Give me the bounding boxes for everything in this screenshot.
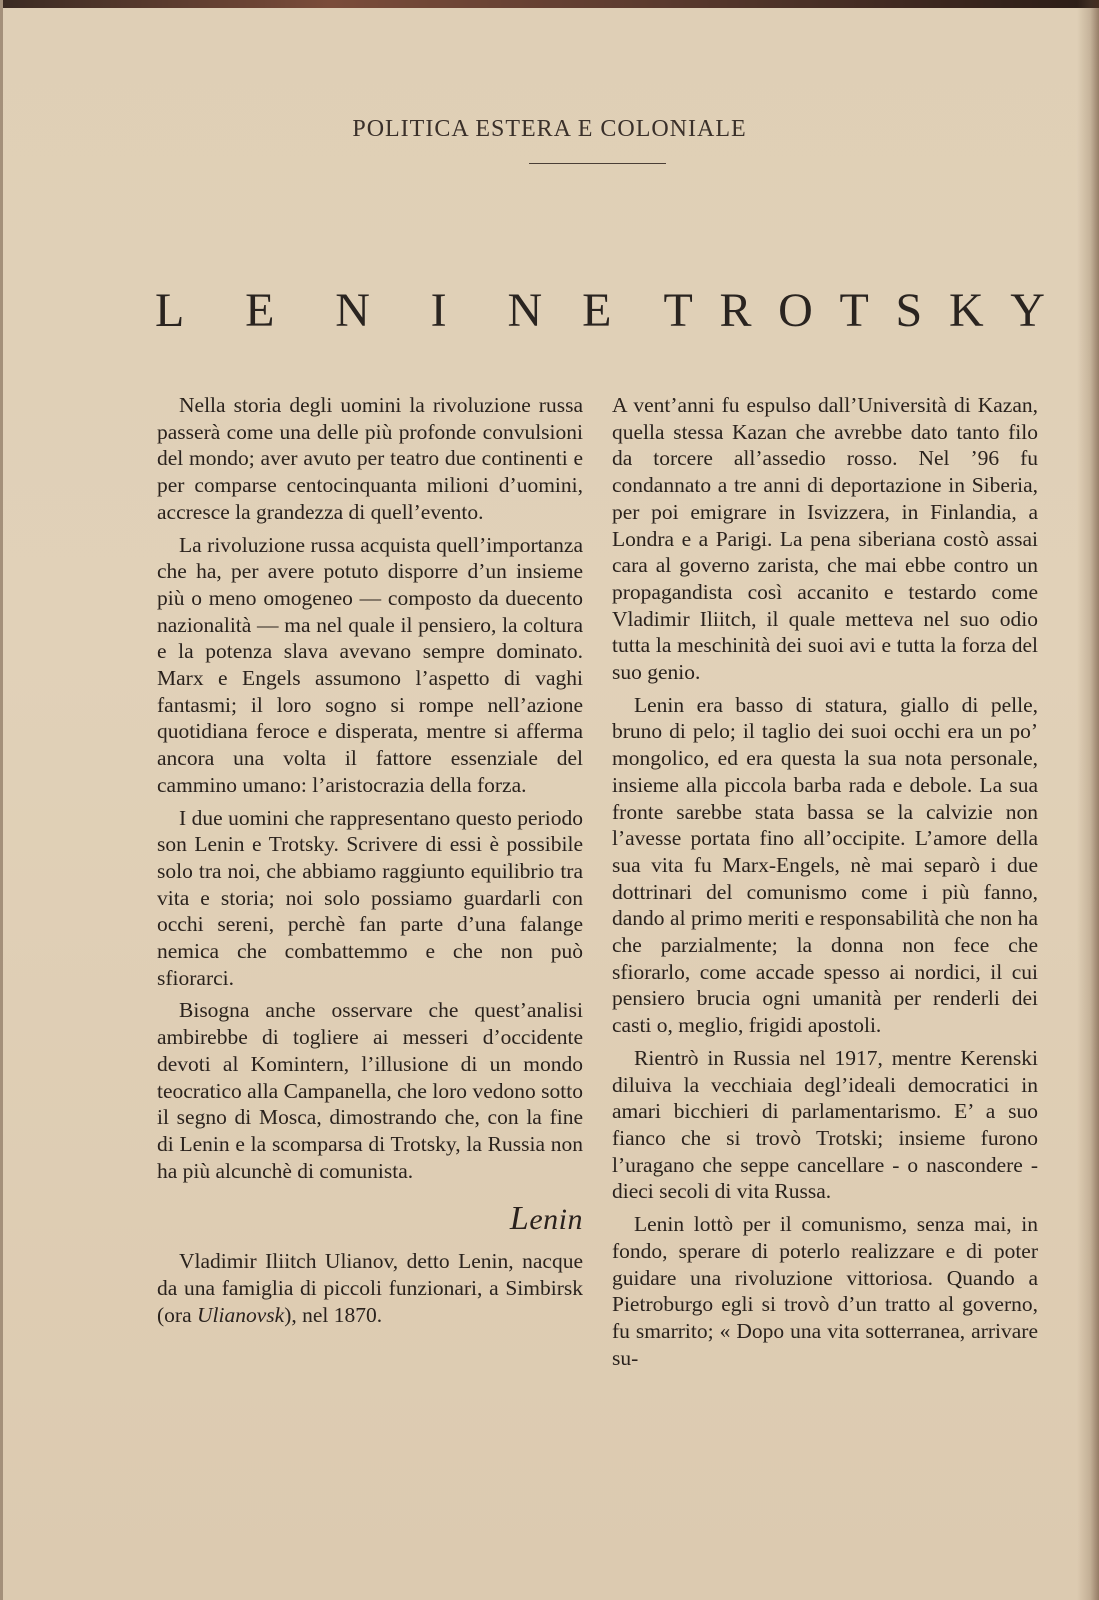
title-letter: K — [948, 283, 984, 337]
page-binding-shadow — [1077, 0, 1099, 1600]
page-left-edge — [0, 0, 3, 1600]
title-letter: N — [335, 283, 370, 337]
left-column — [157, 392, 583, 1334]
paragraph: Lenin era basso di statura, giallo di pelle, bruno di pelo; il taglio dei suoi occhi era un po’ mongolico, ed era questa la sua nota personale, insieme alla piccola barba rada e debole. La sua fronte sarebbe stata bassa se la calvizie non l’avesse portata fino all’occipite. L’amore della sua vita fu Marx-Engels, nè mai separò i due dottrinari del comunismo come i più fanno, dando al primo meriti e responsabilità che non ha che parzialmente; la donna non fece che sfiorarlo, come accade spesso ai nordici, il cui pensiero brucia ogni umanità per renderli dei casti o, meglio, frigidi apostoli. — [612, 692, 1038, 1038]
title-word-e — [582, 283, 611, 338]
title-letter: T — [663, 283, 693, 337]
title-letter: S — [895, 283, 923, 337]
page-top-edge — [0, 0, 1099, 8]
paragraph: La rivoluzione russa acquista quell’importanza che ha, per avere potuto disporre d’un insieme più o meno omogeneo — composto da duecento nazionalità — ma nel quale il pensiero, la coltura e la potenza slava avevano sempre dominato. Marx e Engels assumono l’aspetto di vaghi fantasmi; il loro sogno si rompe nell’azione quotidiana feroce e disperata, mentre si afferma ancora una volta il fattore essenziale del cammino umano: l’aristocrazia della forza. — [157, 532, 583, 797]
paragraph-text: ), nel 1870. — [284, 1302, 383, 1327]
title-letter: R — [719, 283, 752, 337]
paragraph: Lenin lottò per il comunismo, senza mai, in fondo, sperare di poterlo realizzare e di poter guidare una rivoluzione vittoriosa. Quando a Pietroburgo egli si trovò d’un tratto al governo, fu smarrito; « Dopo una vita sotterranea, arrivare su- — [612, 1212, 1038, 1370]
title-letter: I — [430, 283, 447, 337]
paragraph: Bisogna anche osservare che quest’analisi ambirebbe di togliere ai messeri d’occidente devoti al Komintern, l’illusione di un mondo teocratico alla Campanella, che loro vedono sotto il segno di Mosca, dimostrando che, con la fine di Lenin e la scomparsa di Trotsky, la Russia non ha più alcunchè di comunista. — [157, 998, 583, 1183]
paragraph: Nella storia degli uomini la rivoluzione russa passerà come una delle più profonde convulsioni del mondo; aver avuto per teatro due continenti e per comparse centocinquanta milioni d’uomini, accresce la grandezza di quell’evento. — [157, 393, 583, 524]
italic-place-name: Ulianovsk — [197, 1302, 285, 1327]
title-word-trotsky — [663, 283, 1045, 338]
section-heading-lenin — [157, 1200, 583, 1238]
title-letter: N — [507, 283, 543, 337]
section-heading-initial: L — [509, 1200, 530, 1238]
paragraph: Rientrò in Russia nel 1917, mentre Kerenski diluiva la vecchiaia degl’ideali democratici in amari bicchieri di parlamentarismo. E’ a suo fianco che si trovò Trotski; insieme furono l’uragano che seppe cancellare - o nascondere - dieci secoli di vita Russa. — [612, 1045, 1038, 1204]
running-head: POLITICA ESTERA E COLONIALE — [352, 116, 747, 142]
head-rule — [529, 163, 666, 164]
title-letter: O — [778, 283, 813, 337]
title-letter: E — [245, 283, 275, 337]
title-letter: Y — [1010, 283, 1045, 337]
section-heading-rest: enin — [529, 1203, 583, 1237]
paragraph — [157, 1248, 583, 1328]
paragraph: A vent’anni fu espulso dall’Università di Kazan, quella stessa Kazan che avrebbe dato tanto filo da torcere all’assedio rosso. Nel ’96 fu condannato a tre anni di deportazione in Siberia, per poi emigrare in Isvizzera, in Finlandia, a Londra e a Parigi. La pena siberiana costò assai cara al governo zarista, che mai ebbe contro un propagandista così accanito e testardo come Vladimir Iliitch, il quale metteva nel suo odio tutta la meschinità dei suoi avi e tutta la forza del suo genio. — [612, 393, 1038, 685]
title-letter: T — [839, 283, 869, 337]
paragraph: I due uomini che rappresentano questo periodo son Lenin e Trotsky. Scrivere di essi è possibile solo tra noi, che abbiamo raggiunto equilibrio tra vita e storia; noi solo possiamo guardarli con occhi sereni, perchè fan parte d’una falange nemica che combattemmo e che non può sfiorarci. — [157, 805, 583, 990]
title-word-lenin — [155, 283, 542, 338]
title-letter: L — [155, 283, 185, 337]
title-letter: E — [582, 283, 612, 337]
paragraph-text: Vladimir Iliitch Ulianov, detto Lenin, nacque da una famiglia di piccoli funzionari, a Simbirsk (ora — [157, 1249, 583, 1327]
right-column — [612, 392, 1038, 1377]
article-title — [155, 280, 1045, 340]
